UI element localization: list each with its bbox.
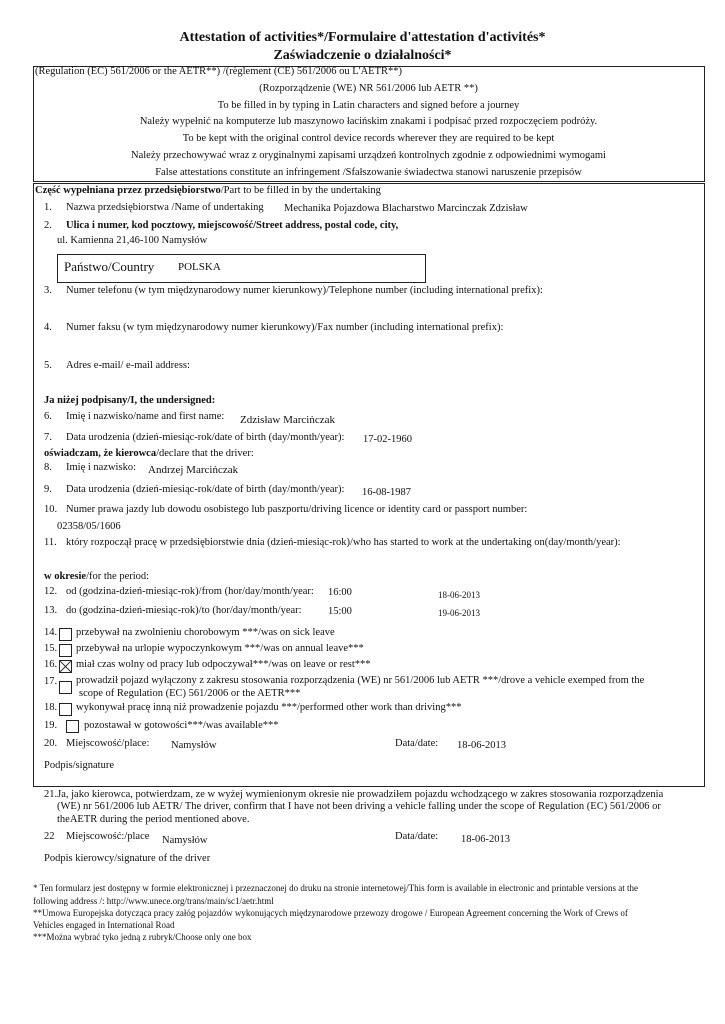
driver-name-label: Imię i nazwisko: <box>66 462 136 473</box>
field-18-number: 18. <box>44 702 58 713</box>
driver-place-label: Miejscowość:/place <box>66 831 150 842</box>
field-1-number: 1. <box>44 202 52 213</box>
country-label: Państwo/Country <box>64 259 155 274</box>
regulation-line: (Regulation (EC) 561/2006 or the AETR**) /(règlement (CE) 561/2006 ou L'AETR**) <box>35 66 402 77</box>
driver-place-value[interactable]: Namysłów <box>162 835 208 846</box>
instruction-fill-polish: Należy wypełnić na komputerze lub maszynowo łacińskim znakami i podpisać przed rozpoczęciem podróży. <box>139 116 598 127</box>
licence-number-value[interactable]: 02358/05/1606 <box>57 521 121 532</box>
driver-declare-heading: oświadczam, że kierowca/declare that the driver: <box>44 448 254 459</box>
page-title-polish: Zaświadczenie o działalności* <box>273 48 452 63</box>
period-from-label: od (godzina-dzień-miesiąc-rok)/from (hor/day/month/year: <box>66 586 314 597</box>
available-checkbox[interactable] <box>66 720 79 733</box>
page-title: Attestation of activities*/Formulaire d'attestation d'activités* <box>179 30 546 45</box>
footnote-2-line2: Vehicles engaged in International Road <box>33 920 175 930</box>
address-label: Ulica i numer, kod pocztowy, miejscowość/Street address, postal code, city, <box>66 220 399 231</box>
exempt-vehicle-label-line1: prowadził pojazd wyłączony z zakresu stosowania rozporządzenia (WE) nr 561/2006 lub AETR ***/drove a vehicle exemped from the <box>76 675 645 686</box>
field-8-number: 8. <box>44 462 52 473</box>
field-10-number: 10. <box>44 504 58 515</box>
field-5-number: 5. <box>44 360 52 371</box>
period-from-date[interactable]: 18-06-2013 <box>438 590 480 600</box>
period-to-label: do (godzina-dzień-miesiąc-rok)/to (hor/day/month/year: <box>66 605 302 616</box>
annual-leave-checkbox[interactable] <box>59 644 72 657</box>
driver-signature-label: Podpis kierowcy/signature of the driver <box>44 853 211 864</box>
driver-birthdate-value[interactable]: 16-08-1987 <box>362 487 411 498</box>
leave-or-rest-checkbox[interactable] <box>59 660 72 673</box>
country-value[interactable]: POLSKA <box>178 261 221 273</box>
signatory-birthdate-value[interactable]: 17-02-1960 <box>363 434 412 445</box>
date-label: Data/date: <box>395 738 439 749</box>
place-value[interactable]: Namysłów <box>171 740 217 751</box>
field-4-number: 4. <box>44 322 52 333</box>
available-label: pozostawał w gotowości***/was available*** <box>84 720 279 731</box>
signatory-name-value[interactable]: Zdzisław Marciṅczak <box>240 414 335 426</box>
signatory-birthdate-label: Data urodzenia (dzień-miesiąc-rok/date of birth (day/month/year): <box>66 432 345 443</box>
sick-leave-checkbox[interactable] <box>59 628 72 641</box>
footnote-1-line1: * Ten formularz jest dostępny w formie elektronicznej i przeznaczonej do druku na stronie internetowej/This form is available in electronic and printable versions at the <box>33 883 638 893</box>
licence-number-label: Numer prawa jazdy lub dowodu osobistego lub paszportu/driving licence or identity card or passport number: <box>66 504 528 515</box>
period-heading: w okresie/for the period: <box>44 571 150 582</box>
other-work-checkbox[interactable] <box>59 703 72 716</box>
other-work-label: wykonywał pracę inną niż prowadzenie pojazdu ***/performed other work than driving*** <box>76 702 462 713</box>
field-3-number: 3. <box>44 285 52 296</box>
start-work-date-label: który rozpoczął pracę w przedsiębiorstwie dnia (dzień-miesiąc-rok)/who has started to work at the undertaking on(day/month/year): <box>66 537 621 548</box>
driver-declaration-line2: (WE) nr 561/2006 lub AETR/ The driver, confirm that I have not been driving a vehicle falling under the scope of Regulation (EC) 561/2006 or <box>57 801 661 812</box>
telephone-label: Numer telefonu (w tym międzynarodowy numer kierunkowy)/Telephone number (including international prefix): <box>66 285 543 296</box>
period-to-date[interactable]: 19-06-2013 <box>438 608 480 618</box>
field-19-number: 19. <box>44 720 58 731</box>
signature-label: Podpis/signature <box>44 760 114 771</box>
address-value[interactable]: ul. Kamienna 21,46-100 Namysłów <box>57 235 208 246</box>
false-attestation-warning: False attestations constitute an infringement /Sfałszowanie świadectwa stanowi naruszenie przepisów <box>155 167 582 178</box>
field-7-number: 7. <box>44 432 52 443</box>
driver-date-label: Data/date: <box>395 831 439 842</box>
undertaking-section-heading: Część wypełniana przez przedsiębiorstwo/Part to be filled in by the undertaking <box>35 185 381 196</box>
instruction-keep: To be kept with the original control device records wherever they are required to be kept <box>182 133 555 144</box>
undertaking-name-value[interactable]: Mechanika Pojazdowa Blacharstwo Marcinczak Zdzisław <box>284 203 528 214</box>
exempt-vehicle-label-line2: scope of Regulation (EC) 561/2006 or the AETR*** <box>79 688 301 699</box>
fax-label: Numer faksu (w tym międzynarodowy numer kierunkowy)/Fax number (including international prefix): <box>66 322 504 333</box>
instruction-fill: To be filled in by typing in Latin characters and signed before a journey <box>217 100 520 111</box>
driver-date-value[interactable]: 18-06-2013 <box>461 834 510 845</box>
exempt-vehicle-checkbox[interactable] <box>59 681 72 694</box>
period-from-time[interactable]: 16:00 <box>328 587 352 598</box>
field-6-number: 6. <box>44 411 52 422</box>
driver-declaration-line3: theAETR during the period mentioned above. <box>57 814 250 825</box>
field-14-number: 14. <box>44 627 58 638</box>
field-20-number: 20. <box>44 738 58 749</box>
field-11-number: 11. <box>44 537 57 548</box>
footnote-2-line1: **Umowa Europejska dotycząca pracy załóg pojazdów wykonujących międzynarodowe przewozy drogowe / European Agreement concerning the Work of Crews of <box>33 908 628 918</box>
field-15-number: 15. <box>44 643 58 654</box>
period-to-time[interactable]: 15:00 <box>328 606 352 617</box>
field-17-number: 17. <box>44 676 58 687</box>
field-16-number: 16. <box>44 659 58 670</box>
field-9-number: 9. <box>44 484 52 495</box>
driver-name-value[interactable]: Andrzej Marciṅczak <box>148 464 239 476</box>
signatory-heading: Ja niżej podpisany/I, the undersigned: <box>44 395 216 406</box>
field-12-number: 12. <box>44 586 58 597</box>
field-13-number: 13. <box>44 605 58 616</box>
instruction-keep-polish: Należy przechowywać wraz z oryginalnymi zapisami urządzeń kontrolnych zgodnie z odpowiednimi wymogami <box>131 150 606 161</box>
undertaking-name-label: Nazwa przedsiębiorstwa /Name of undertaking <box>66 202 264 213</box>
email-label: Adres e-mail/ e-mail address: <box>66 360 190 371</box>
field-2-number: 2. <box>44 220 52 231</box>
footnote-3: ***Można wybrać tyko jedną z rubryk/Choose only one box <box>33 932 252 942</box>
regulation-line-polish: (Rozporządzenie (WE) NR 561/2006 lub AETR **) <box>259 83 478 94</box>
place-label: Miejscowość/place: <box>66 738 150 749</box>
footnote-1-line2: following address /: http://www.unece.org/trans/main/sc1/aetr.html <box>33 896 274 906</box>
driver-declaration-line1: 21.Ja, jako kierowca, potwierdzam, ze w wyżej wymienionym okresie nie prowadziłem pojazdu wchodzącego w zakres stosowania rozporządzenia <box>44 789 664 800</box>
date-value[interactable]: 18-06-2013 <box>457 740 506 751</box>
annual-leave-label: przebywał na urlopie wypoczynkowym ***/was on annual leave*** <box>76 643 364 654</box>
sick-leave-label: przebywał na zwolnieniu chorobowym ***/was on sick leave <box>76 627 335 638</box>
leave-or-rest-label: miał czas wolny od pracy lub odpoczywał***/was on leave or rest*** <box>76 659 371 670</box>
signatory-name-label: Imię i nazwisko/name and first name: <box>66 411 225 422</box>
field-22-number: 22 <box>44 831 55 842</box>
driver-birthdate-label: Data urodzenia (dzień-miesiąc-rok/date of birth (day/month/year): <box>66 484 345 495</box>
